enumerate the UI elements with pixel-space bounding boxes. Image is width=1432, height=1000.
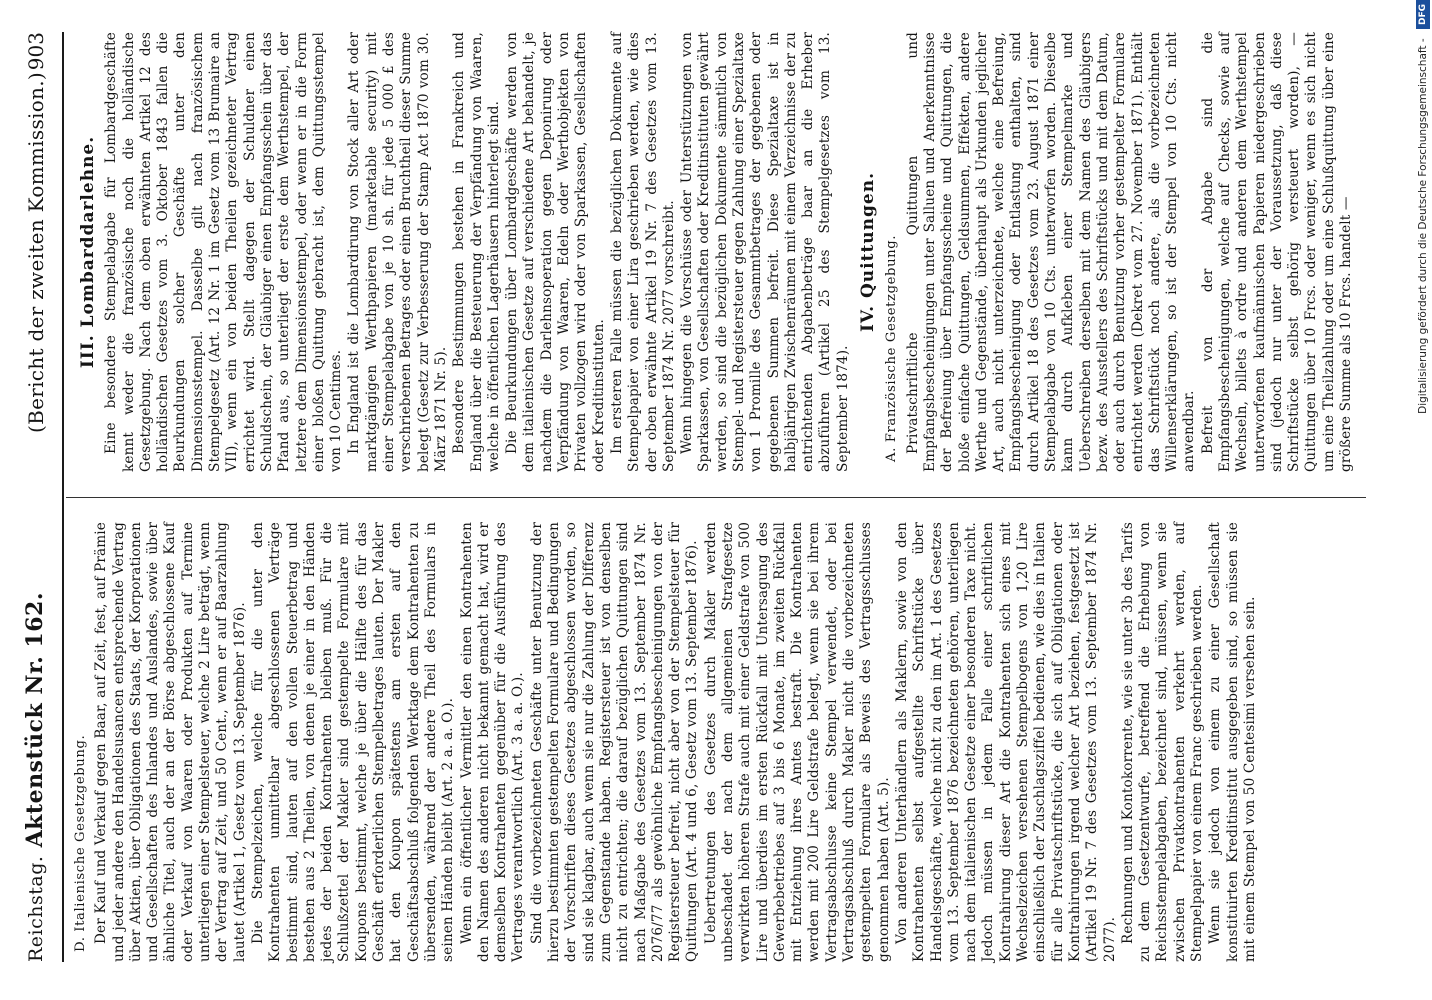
- right-column: [72, 32, 1372, 472]
- paragraph: Sind die vorbezeichneten Geschäfte unter Benutzung der hierzu bestimmten gestempelten Formulare und Bedingungen der Vorschriften dieses Gesetzes abgeschlossen worden, so sind sie klagbar, auch wenn sie nur die Zahlung der Differenz zum Gegenstande haben. Registersteuer ist von denselben nicht zu entrichten; die darauf bezüglichen Quittungen sind nach Maßgabe des Gesetzes vom 13. September 1874 Nr. 2076/77 als gewöhnliche Empfangsbescheinigungen von der Registersteuer befreit, nicht aber von der Stempelsteuer für Quittungen (Art. 4 und 6, Gesetz vom 13. September 1876).: [528, 522, 701, 962]
- paragraph: Im ersteren Falle müssen die bezüglichen Dokumente auf Stempelpapier von einer Lira geschrieben werden, wie dies der oben erwähnte Artikel 19 Nr. 7 des Gesetzes vom 13. September 1874 Nr. 2077 vorschreibt.: [608, 32, 677, 472]
- header-left: [22, 592, 48, 962]
- paragraph: Wenn sie jedoch von einem zu einer Gesellschaft konstituirten Kreditinstitut ausgegeben sind, so müssen sie mit einem Stempel von 50 Centesimi versehen sein.: [1207, 522, 1258, 962]
- header-report-title: (Bericht der zweiten Kommission.): [24, 72, 48, 434]
- page-header: [16, 32, 64, 962]
- paragraph: Uebertretungen des Gesetzes durch Makler werden unbeschadet der nach dem allgemeinen Strafgesetze verwirkten höheren Strafe auch mit einer Geldstrafe von 500 Lire und überdies im ersten Rückfall mit Untersagung des Gewerbebetriebes auf 3 bis 6 Monate, im zweiten Rückfall mit Entziehung ihres Amtes bestraft. Die Kontrahenten werden mit 200 Lire Geldstrafe belegt, wenn sie bei ihrem Vertragsabschlusse keine Stempel verwendet, oder bei Vertragsabschluß durch Makler nicht die vorbezeichneten gestempelten Formulare als Beweis des Vertragsschlusses genommen haben (Art. 5).: [702, 522, 892, 962]
- paragraph: Befreit von der Abgabe sind die Empfangsbescheinigungen, welche auf Checks, sowie auf Wechseln, billets à ordre und anderen dem Werthstempel unterworfenen kaufmännischen Papieren niedergeschrieben sind (jedoch nur unter der Voraussetzung, daß diese Schriftstücke selbst gehörig versteuert worden), — Quittungen über 10 Frcs. oder weniger, wenn es sich nicht um eine Theilzahlung oder um eine Schlußquittung über eine größere Summe als 10 Frcs. handelt —: [1199, 32, 1355, 472]
- paragraph: Rechnungen und Kontokorrente, wie sie unter 3b des Tarifs zu dem Gesetzentwurfe, betreffend die Erhebung von Reichsstempelabgaben, bezeichnet sind, müssen, wenn sie zwischen Privatkontrahenten verkehrt werden, auf Stempelpapier von einem Franc geschrieben werden.: [1119, 522, 1205, 962]
- page-number: 903: [24, 32, 48, 71]
- digitization-credit: [1412, 0, 1432, 1000]
- left-column: [72, 522, 1372, 962]
- header-reichstag: Reichstag.: [25, 855, 47, 962]
- paragraph: Wenn ein öffentlicher Vermittler den einen Kontrahenten den Namen des anderen nicht bekannt gemacht hat, wird er demselben Kontrahenten gegenüber für die Ausführung des Vertrages verantwortlich (Art. 3 a. a. O.).: [458, 522, 527, 962]
- section-title: III. Lombarddarlehne.: [78, 135, 98, 369]
- paragraph: Eine besondere Stempelabgabe für Lombardgeschäfte kennt weder die französische noch die holländische Gesetzgebung. Nach dem oben erwähnten Artikel 12 des holländischen Gesetzes vom 3. Oktober 1843 fallen die Beurkundungen solcher Geschäfte unter den Dimensionsstempel. Dasselbe gilt nach französischem Stempelgesetz (Art. 12 Nr. 1 im Gesetz vom 13 Brumaire an VII), wenn ein von beiden Theilen gezeichneter Vertrag errichtet wird. Stellt dagegen der Schuldner einen Schuldschein, der Gläubiger einen Empfangsschein über das Pfand aus, so unterliegt der erste dem Werthstempel, der letztere dem Dimensionsstempel, oder wenn er in die Form einer bloßen Quittung gebracht ist, dem Quittungsstempel von 10 Centimes.: [103, 32, 345, 472]
- dfg-logo: DFG: [1416, 0, 1430, 29]
- digitization-credit-bar: [1408, 0, 1432, 1000]
- paragraph: Der Kauf und Verkauf gegen Baar, auf Zeit, fest, auf Prämie und jeder andere den Handelsusancen entsprechende Vertrag über Aktien, über Obligationen des Staats, der Korporationen und Gesellschaften des Inlandes und Auslandes, sowie über ähnliche Titel, auch der an der Börse abgeschlossene Kauf oder Verkauf von Waaren oder Produkten auf Termine unterliegen einer Stempelsteuer, welche 2 Lire beträgt, wenn der Vertrag auf Zeit, und 50 Cent., wenn er auf Baarzahlung lautet (Artikel 1, Gesetz vom 13. September 1876).: [93, 522, 248, 962]
- subsection-heading: A. Französische Gesetzgebung.: [884, 234, 900, 462]
- section-title: IV. Quittungen.: [858, 171, 879, 333]
- paragraph: Die Stempelzeichen, welche für die unter den Kontrahenten unmittelbar abgeschlossenen Verträge bestimmt sind, lauten auf den vollen Steuerbetrag und bestehen aus 2 Theilen, von denen je einer in den Händen jedes der beiden Kontrahenten bleiben muß. Für die Schlußzettel der Makler sind gestempelte Formulare mit Koupons bestimmt, welche je über die Hälfte des für das Geschäft erforderlichen Stempelbetrages lauten. Der Makler hat den Koupon spätestens am ersten auf den Geschäftsabschluß folgenden Werktage dem Kontrahenten zu übersenden, während der andere Theil des Formulars in seinen Händen bleibt (Art. 2 a. a. O.).: [249, 522, 457, 962]
- paragraph: Privatschriftliche Quittungen und Empfangsbescheinigungen unter Salluen und Anerkenntnisse der Befreiung über Empfangsscheine und Quittungen, die bloße einfache Quittungen, Geldsummen, Effekten, andere Werthe und Gegenstände, überhaupt als Urkunden jeglicher Art, auch nicht unterzeichnete, welche eine Befreiung, Empfangsbescheinigung oder Entlastung enthalten, sind durch Artikel 18 des Gesetzes vom 23. August 1871 einer Stempelabgabe von 10 Cts. unterworfen worden. Dieselbe kann durch Aufkleben einer Stempelmarke und Ueberschreiben derselben mit dem Namen des Gläubigers bezw. des Ausstellers des Schriftstücks und mit dem Datum, oder auch durch Benutzung vorher gestempelter Formulare entrichtet werden (Dekret vom 27. November 1871). Enthält das Schriftstück noch andere, als die vorbezeichneten Willenserklärungen, so ist der Stempel von 10 Cts. nicht anwendbar.: [904, 32, 1198, 472]
- subsection-heading: D. Italienische Gesetzgebung.: [73, 734, 88, 952]
- column-divider: [66, 497, 1366, 498]
- credit-text: Digitalisierung gefördert durch die Deutsche Forschungsgemeinschaft -: [1417, 38, 1429, 414]
- paragraph: Die Beurkundungen über Lombardgeschäfte werden von dem italienischen Gesetze auf verschiedene Art behandelt, je nachdem die Darlehnsoperation gegen Deponirung oder Verpfändung von Waaren, Edeln oder Werthobjekten von Privaten vollzogen wird oder von Sparkassen, Gesellschaften oder Kreditinstituten.: [504, 32, 607, 472]
- paragraph: Von anderen Unterhändlern als Maklern, sowie von den Kontrahenten selbst aufgestellte Schriftstücke über Handelsgeschäfte, welche nicht zu den im Art. 1 des Gesetzes vom 13. September 1876 bezeichneten gehören, unterliegen nach dem italienischen Gesetze einer besonderen Taxe nicht. Jedoch müssen in jedem Falle einer schriftlichen Kontrahirung dieser Art die Kontrahenten sich eines mit Wechselzeichen versehenen Stempelbogens von 1,20 Lire einschließlich der Zuschlagsziffel bedienen, wie dies in Italien für alle Privatschriftstücke, die sich auf Obligationen oder Kontrahirungen irgend welcher Art beziehen, festgesetzt ist (Artikel 19 Nr. 7 des Gesetzes vom 13. September 1874 Nr. 2077).: [893, 522, 1118, 962]
- paragraph: In England ist die Lombardirung von Stock aller Art oder marktgängigen Werthpapieren (marketable security) mit einer Stempelabgabe von je 10 sh. für jede 5 000 £ des verschriebenen Betrages oder einen Bruchtheil dieser Summe belegt (Gesetz zur Verbesserung der Stamp Act 1870 vom 30. März 1871 Nr. 5).: [346, 32, 449, 472]
- header-document-number: Aktenstück Nr. 162.: [22, 592, 48, 848]
- paragraph: Wenn hingegen die Vorschüsse oder Unterstützungen von Sparkassen, von Gesellschaften oder Kreditinstituten gewährt werden, so sind die bezüglichen Dokumente sämmtlich von Stempel- und Registersteuer gegen Zahlung einer Spezialtaxe von 1 Promille des Gesammtbetrages der gegebenen oder gegebenen Summen befreit. Diese Spezialtaxe ist in halbjährigen Zwischenräumen mit einem Verzeichnisse der zu entrichtenden Abgabenbeträge baar an die Erheber abzuführen (Artikel 25 des Stempelgesetzes vom 13. September 1874).: [679, 32, 851, 472]
- paragraph: Besondere Bestimmungen bestehen in Frankreich und England über die Besteuerung der Verpfändung von Waaren, welche in öffentlichen Lagerhäusern hinterlegt sind.: [451, 32, 502, 472]
